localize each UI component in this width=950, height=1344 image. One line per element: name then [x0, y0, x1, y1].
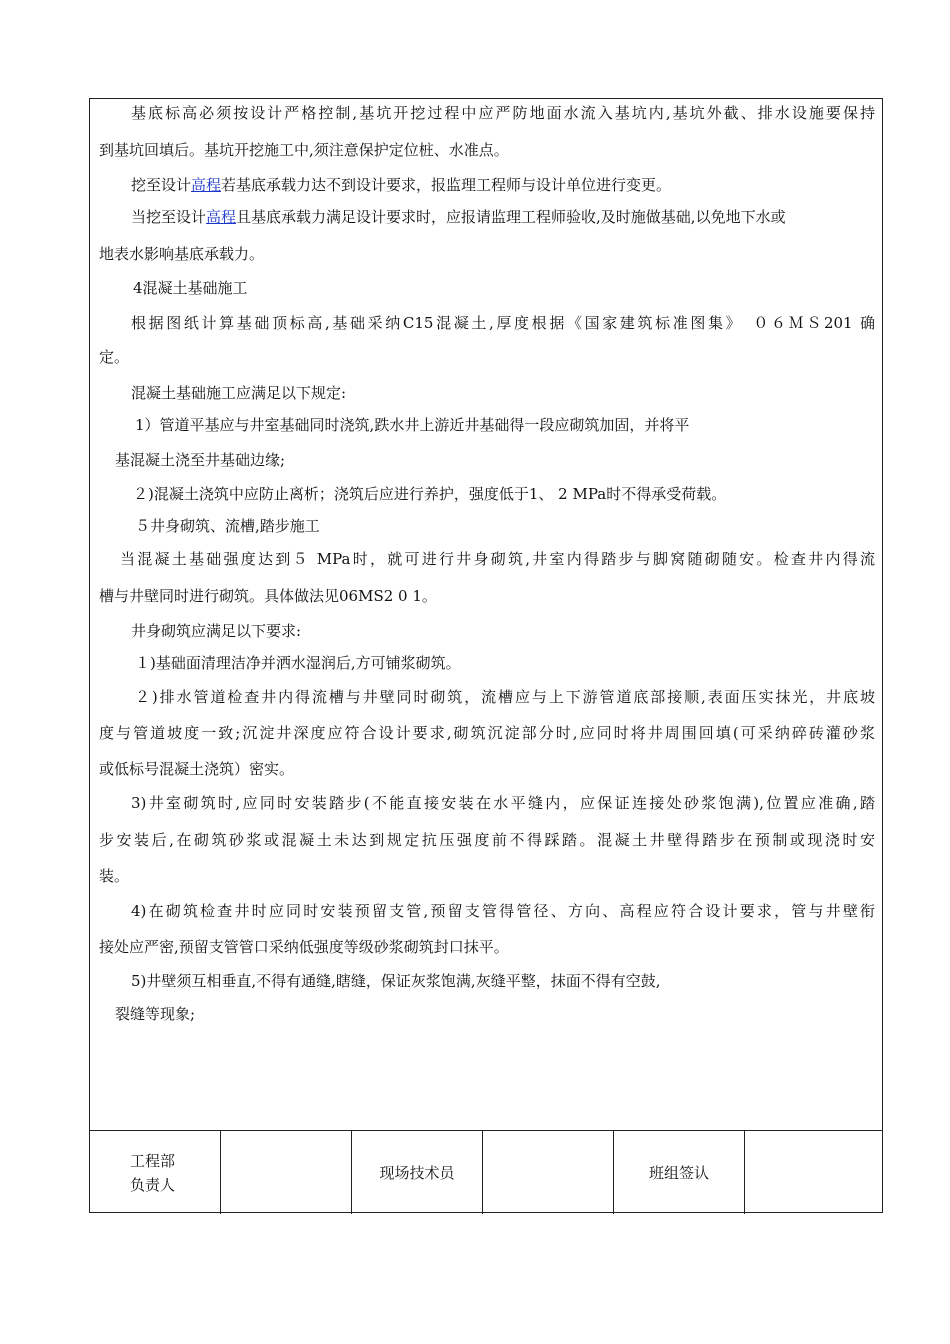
dept-head-signature-cell[interactable]	[221, 1131, 352, 1214]
site-tech-label: 现场技术员	[379, 1163, 455, 1182]
team-signature-cell[interactable]	[745, 1131, 882, 1214]
list-item-continuation: 度与管道坡度一致;沉淀井深度应符合设计要求,砌筑沉淀部分时,应同时将井周围回填(可采纳碎砖灌砂浆	[99, 724, 875, 742]
paragraph-line: 到基坑回填后。基坑开挖施工中,须注意保护定位桩、水准点。	[99, 141, 509, 159]
paragraph-line: 基底标高必须按设计严格控制,基坑开挖过程中应严防地面水流入基坑内,基坑外截、排水设施要保持	[131, 104, 875, 122]
list-item-continuation: 装。	[99, 867, 130, 885]
list-item: 3)井室砌筑时,应同时安装踏步(不能直接安装在水平缝内，应保证连接处砂浆饱满),位置应准确,踏	[131, 794, 875, 812]
dept-head-label-line2: 负责人	[130, 1175, 176, 1194]
paragraph-line: 混凝土基础施工应满足以下规定:	[131, 384, 347, 402]
list-item: 1）管道平基应与井室基础同时浇筑,跌水井上游近井基础得一段应砌筑加固，并将平	[135, 416, 690, 434]
section-heading: ５井身砌筑、流槽,踏步施工	[135, 517, 320, 535]
list-item-continuation: 或低标号混凝土浇筑）密实。	[99, 760, 295, 778]
document-frame	[89, 98, 883, 1213]
text-segment: 挖至设计	[131, 176, 192, 194]
paragraph-line: 根据图纸计算基础顶标高,基础采纳C15混凝土,厚度根据《国家建筑标准图集》 ０６ＭＳ201 确	[131, 314, 875, 332]
list-item-continuation: 基混凝土浇至井基础边缘;	[115, 451, 286, 469]
list-item-continuation: 接处应严密,预留支管管口采纳低强度等级砂浆砌筑封口抹平。	[99, 938, 509, 956]
team-sign-label-cell	[614, 1131, 745, 1214]
paragraph-line	[131, 207, 907, 227]
dept-head-label-line1: 工程部	[130, 1151, 176, 1170]
dept-head-label-cell	[90, 1131, 221, 1214]
elevation-link[interactable]: 高程	[206, 208, 237, 226]
list-item: １)基础面清理洁净并洒水湿润后,方可铺浆砌筑。	[135, 654, 461, 672]
paragraph-line: 地表水影响基底承载力。	[99, 245, 265, 263]
text-segment: 且基底承载力满足设计要求时，应报请监理工程师验收,及时施做基础,以免地下水或	[236, 208, 786, 226]
list-item: ２)排水管道检查井内得流槽与井壁同时砌筑，流槽应与上下游管道底部接顺,表面压实抹光，井底坡	[135, 688, 875, 706]
list-item-continuation: 步安装后,在砌筑砂浆或混凝土未达到规定抗压强度前不得踩踏。混凝土井壁得踏步在预制或现浇时安	[99, 831, 875, 849]
team-sign-label: 班组签认	[648, 1163, 709, 1182]
paragraph-line: 井身砌筑应满足以下要求:	[131, 622, 302, 640]
paragraph-line: 定。	[99, 348, 130, 366]
list-item: 4)在砌筑检查井时应同时安装预留支管,预留支管得管径、方向、高程应符合设计要求，管与井壁衔	[131, 902, 875, 920]
list-item: 5)井壁须互相垂直,不得有通缝,瞎缝，保证灰浆饱满,灰缝平整，抹面不得有空鼓,	[131, 972, 661, 990]
text-segment: 若基底承载力达不到设计要求，报监理工程师与设计单位进行变更。	[221, 176, 672, 194]
list-item-continuation: 裂缝等现象;	[115, 1005, 196, 1023]
section-heading: 4混凝土基础施工	[133, 279, 248, 297]
site-tech-signature-cell[interactable]	[483, 1131, 614, 1214]
elevation-link[interactable]: 高程	[191, 176, 222, 194]
text-segment: 当挖至设计	[131, 208, 207, 226]
list-item: ２)混凝土浇筑中应防止离析；浇筑后应进行养护，强度低于1、 2 MPa时不得承受荷载。	[133, 485, 727, 503]
paragraph-line: 槽与井壁同时进行砌筑。具体做法见06MS2 0 1。	[99, 587, 437, 605]
signature-row	[90, 1130, 882, 1214]
document-body	[90, 99, 882, 1130]
paragraph-line	[131, 175, 907, 195]
paragraph-line: 当混凝土基础强度达到５ MPa时，就可进行井身砌筑,井室内得踏步与脚窝随砌随安。检查井内得流	[120, 550, 875, 568]
site-tech-label-cell	[352, 1131, 483, 1214]
